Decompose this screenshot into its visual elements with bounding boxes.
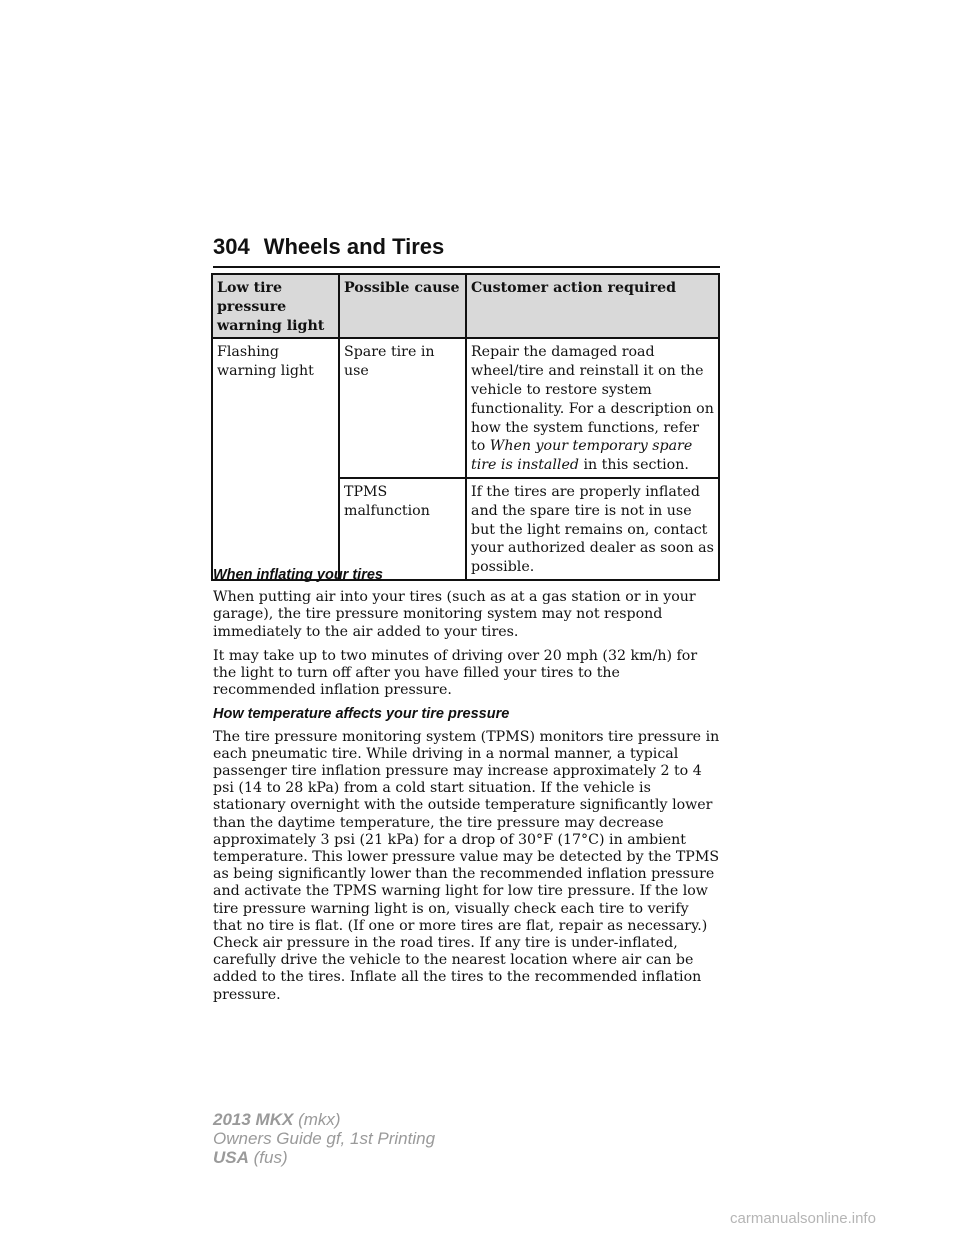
footer-market: USA [213, 1148, 249, 1167]
footer-model-code: (mkx) [298, 1110, 341, 1129]
paragraph: When putting air into your tires (such as at a gas station or in your garage), the tire pressure monitoring system may not respond immediately to the air added to your tires. [213, 589, 696, 640]
page-header [213, 234, 720, 268]
cell-possible-cause: Spare tire in use [339, 338, 466, 478]
footer-market-code: (fus) [253, 1148, 288, 1167]
cell-customer-action [466, 338, 719, 478]
table-header-row [212, 274, 719, 338]
paragraph: It may take up to two minutes of driving over 20 mph (32 km/h) for the light to turn off after you have filled your tires to the recommended inflation pressure. [213, 647, 698, 699]
page-number: 304 [213, 234, 250, 259]
cell-customer-action: If the tires are properly inflated and the spare tire is not in use but the light remains on, contact your authorized dealer as soon as possible. [466, 478, 719, 580]
body-content [213, 567, 721, 1011]
footer-guide: Owners Guide gf, 1st Printing [213, 1129, 436, 1148]
paragraph: The tire pressure monitoring system (TPMS) monitors tire pressure in each pneumatic tire. While driving in a normal manner, a typical passenger tire inflation pressure may increase approximately 2 to 4 psi (14 to 28 kPa) from a cold start situation. If the vehicle is stationary overnight with the outside temperature significantly lower than the daytime temperature, the tire pressure may decrease approximately 3 psi (21 kPa) for a drop of 30°F (17°C) in ambient temperature. This lower pressure value may be detected by the TPMS as being significantly lower than the recommended inflation pressure and activate the TPMS warning light for low tire pressure. If the low tire pressure warning light is on, visually check each tire to verify that no tire is flat. (If one or more tires are flat, repair as necessary.) Check air pressure in the road tires. If any tire is under-inflated, carefully drive the vehicle to the nearest location where air can be added to the tires. Inflate all the tires to the recommended inflation pressure. [213, 728, 720, 1003]
section-heading: When inflating your tires [213, 567, 383, 583]
table-row [212, 338, 719, 478]
action-text-end: in this section. [578, 457, 689, 474]
column-header-action: Customer action required [466, 274, 719, 338]
cell-possible-cause: TPMS malfunction [339, 478, 466, 580]
action-reference: When your temporary spare tire is installed [471, 438, 693, 474]
cell-warning-light: Flashing warning light [212, 338, 339, 580]
column-header-light: Low tire pressure warning light [212, 274, 339, 338]
section-title: Wheels and Tires [263, 234, 445, 259]
section-heading: How temperature affects your tire pressure [213, 706, 510, 723]
footer-model: 2013 MKX [213, 1110, 294, 1129]
column-header-cause: Possible cause [339, 274, 466, 338]
watermark: carmanualsonline.info [730, 1210, 876, 1227]
tpms-warning-table [211, 273, 720, 581]
action-text: Repair the damaged road wheel/tire and reinstall it on the vehicle to restore system functionality. For a description on how the system functions, refer to [471, 344, 714, 455]
print-footer [213, 1110, 435, 1167]
